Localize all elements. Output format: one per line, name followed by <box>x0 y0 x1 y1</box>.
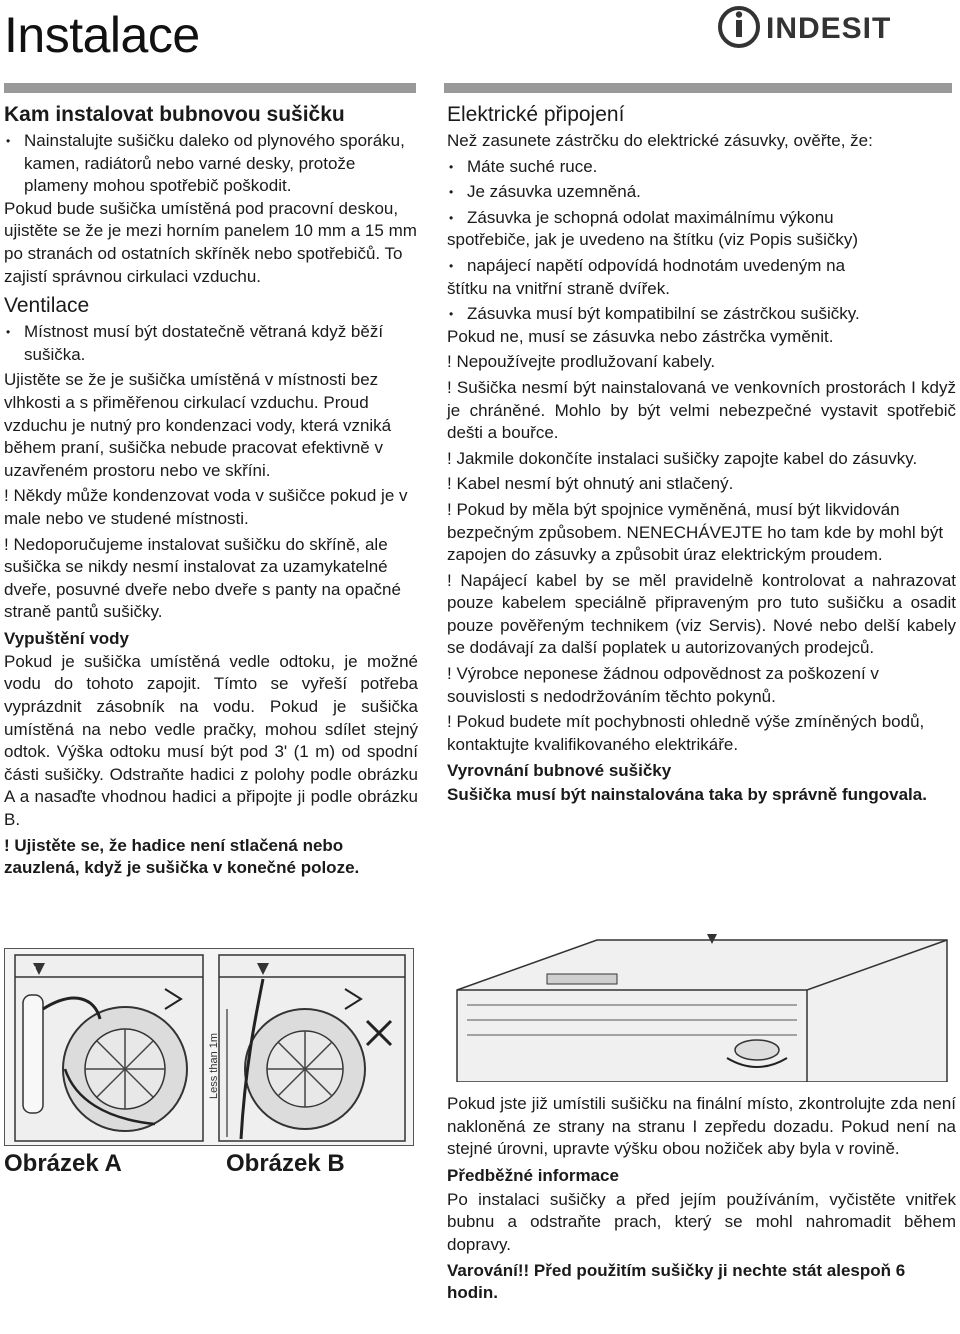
electrical-warning: ! Jakmile dokončíte instalaci sušičky zapojte kabel do zásuvky. <box>447 448 918 468</box>
electrical-warning: ! Výrobce neponese žádnou odpovědnost za poškození v souvislosti s nedodržováním těchto pokynů. <box>447 664 879 706</box>
ventilation-list <box>4 321 418 366</box>
list-item: • Je zásuvka uzemněná. <box>447 181 956 204</box>
leveling-figure <box>447 930 956 1082</box>
list-item: • Nainstalujte sušičku daleko od plynového sporáku, kamen, radiátorů nebo varné desky, protože plameny mohou spotřebič poškodit. <box>4 130 418 198</box>
drain-warning: ! Ujistěte se, že hadice není stlačená nebo zauzlená, když je sušička v konečné poloze. <box>4 835 360 878</box>
leveling-text: Pokud jste již umístili sušičku na finální místo, zkontrolujte zda není nakloněná ze strany na stranu I zepředu dozadu. Pokud není na stejné úrovni, upravte výšku obou nožiček aby byla v rovině. <box>447 1094 956 1159</box>
right-column <box>447 100 956 810</box>
electrical-warning: ! Kabel nesmí být ohnutý ani stlačený. <box>447 474 734 494</box>
final-warning: Varování!! Před použitím sušičky ji nechte stát alespoň 6 hodin. <box>447 1260 906 1303</box>
leveling-details <box>447 1093 956 1308</box>
figures-a-b <box>4 948 414 1146</box>
section-heading-electrical: Elektrické připojení <box>447 103 625 126</box>
electrical-checklist-3 <box>447 303 956 326</box>
electrical-warning: ! Sušička nesmí být nainstalovaná ve venkovních prostorách I když je chráněné. Mohlo by být velmi nebezpečné vystavit spotřebič dešti a bouřce. <box>447 377 956 443</box>
section-heading-leveling: Vyrovnání bubnové sušičky <box>447 761 672 781</box>
placement-text: Pokud bude sušička umístěná pod pracovní deskou, ujistěte se že je mezi horním panelem 10 mm a 15 mm po stranách od ostatních skříněk nebo spotřebičů. To zajistí správnou cirkulaci vzduchu. <box>4 198 417 286</box>
drain-hose-illustration <box>5 949 413 1145</box>
placement-list <box>4 130 418 198</box>
brand-text: INDESIT <box>766 12 892 45</box>
figure-a-caption: Obrázek A <box>4 1150 122 1177</box>
list-item: • Zásuvka musí být kompatibilní se zástrčkou sušičky. <box>447 303 956 326</box>
list-item: • Máte suché ruce. <box>447 156 956 179</box>
ventilation-warning-1: ! Někdy může kondenzovat voda v sušičce pokud je v male nebo ve studené místnosti. <box>4 486 408 528</box>
electrical-warning: ! Pokud budete mít pochybnosti ohledně výše zmíněných bodů, kontaktujte kvalifikovaného elektrikáře. <box>447 712 925 754</box>
preliminary-text: Po instalaci sušičky a před jejím používáním, vyčistěte vnitřek bubnu a odstraňte prach, který se mohl nahromadit během dopravy. <box>447 1189 956 1254</box>
list-item: • napájecí napětí odpovídá hodnotám uvedeným na <box>447 255 956 278</box>
page-title: Instalace <box>4 7 200 63</box>
list-item-continuation: Pokud ne, musí se zásuvka nebo zástrčka vyměnit. <box>447 326 834 346</box>
ventilation-text: Ujistěte se že je sušička umístěná v místnosti bez vlhkosti a s přiměřenou cirkulací vzduchu. Proud vzduchu je nutný pro kondenzaci vody, která vzniká během praní, sušička nebude pracovat efektivně v uzavřeném prostoru nebo ve skříni. <box>4 370 392 480</box>
list-item-continuation: spotřebiče, jak je uvedeno na štítku (viz Popis sušičky) <box>447 230 859 250</box>
electrical-checklist-2 <box>447 255 956 278</box>
figure-a-drawing <box>15 955 203 1141</box>
ventilation-warning-2: ! Nedoporučujeme instalovat sušičku do skříně, ale sušička se nikdy nesmí instalovat za uzamykatelné dveře, posuvné dveře nebo dveře s panty na opačné straně pantů sušičky. <box>4 534 401 622</box>
leveling-requirement: Sušička musí být nainstalována taka by správně fungovala. <box>447 785 927 805</box>
list-item-continuation: štítku na vnitřní straně dvířek. <box>447 278 670 298</box>
electrical-warning: ! Nepoužívejte prodlužovaní kabely. <box>447 352 716 372</box>
left-header-rule <box>4 83 416 93</box>
section-heading-placement: Kam instalovat bubnovou sušičku <box>4 103 345 126</box>
figure-b-drawing <box>208 955 405 1141</box>
brand-logo <box>716 4 946 50</box>
electrical-intro: Než zasunete zástrčku do elektrické zásuvky, ověřte, že: <box>447 131 873 150</box>
left-column <box>4 100 418 883</box>
drain-text: Pokud je sušička umístěná vedle odtoku, je možné vodu do tohoto zapojit. Tímto se vyřeší potřeba vyprázdnit zásobník na vodu. Pokud je sušička umístěná na nebo vedle pračky, mohou sdílet stejný odtok. Výška odtoku musí být pod 3' (1 m) od spodní části sušičky. Odstraňte hadici z polohy podle obrázku A a nasaďte vhodnou hadici a připojte ji podle obrázku B. <box>4 651 418 830</box>
electrical-checklist <box>447 156 956 230</box>
figure-b-caption: Obrázek B <box>226 1150 345 1177</box>
figure-b-height-label: Less than 1m <box>208 1032 220 1099</box>
indesit-logo-icon <box>716 4 946 50</box>
electrical-warning: ! Pokud by měla být spojnice vyměněná, musí být likvidován bezpečným způsobem. NENECHÁVEJTE ho tam kde by mohl být zapojen do zásuvky a způsobit úraz elektrickým proudem. <box>447 499 944 565</box>
section-heading-ventilation: Ventilace <box>4 294 90 318</box>
electrical-warning: ! Napájecí kabel by se měl pravidelně kontrolovat a nahrazovat pouze kabelem speciálně připraveným pro tuto sušičku a osadit pouze pověřeným technikem (viz Servis). Nové nebo delší kabely se dodávají za další poplatek u autorizovaných prodejců. <box>447 570 956 658</box>
section-heading-preliminary: Předběžné informace <box>447 1165 619 1185</box>
svg-text:1: 1 <box>32 965 38 975</box>
right-header-rule <box>444 83 952 93</box>
section-heading-drain: Vypuštění vody <box>4 628 130 648</box>
list-item: • Místnost musí být dostatečně větraná když běží sušička. <box>4 321 418 366</box>
leveling-illustration <box>447 930 956 1082</box>
list-item: • Zásuvka je schopná odolat maximálnímu výkonu <box>447 207 956 230</box>
